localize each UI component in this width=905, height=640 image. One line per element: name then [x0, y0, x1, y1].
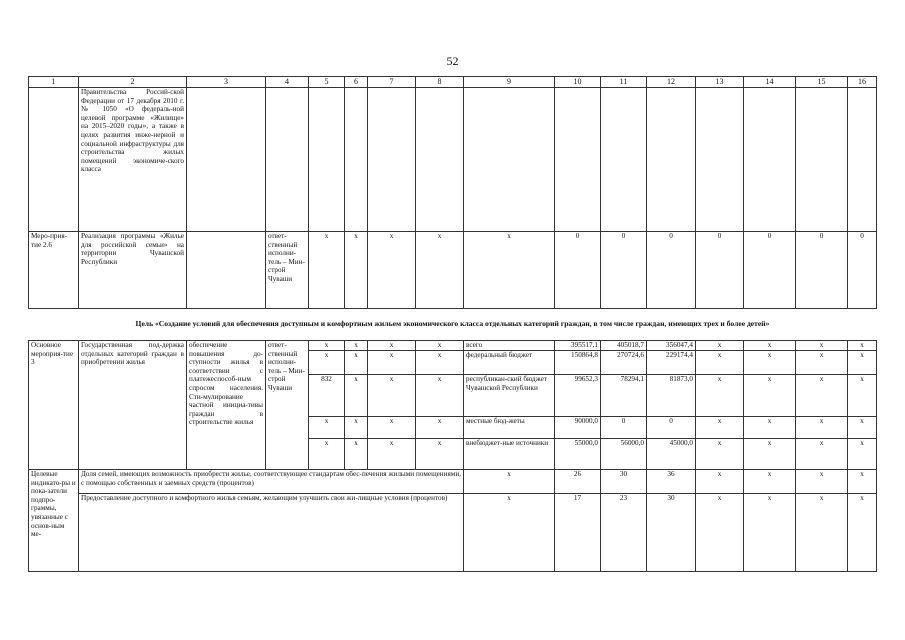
table-cell [187, 88, 266, 232]
table-cell: x [696, 494, 744, 572]
table-cell: Доля семей, имеющих возможность приобрести жилье, соответствующее стандартам обес-печения жилыми помещениями, с помощью собственных и заемных средств (процентов) [79, 470, 464, 494]
table-cell: 229174,4 [647, 351, 696, 375]
table-cell: республикан-ский бюджет Чувашской Республики [464, 375, 555, 417]
table-cell: x [464, 470, 555, 494]
table-cell: 81873,0 [647, 375, 696, 417]
table-cell: x [416, 439, 464, 470]
table-cell: 405018,7 [601, 341, 647, 351]
table-cell: x [848, 494, 877, 572]
header-cell: 6 [345, 77, 368, 88]
table-cell: x [696, 470, 744, 494]
table-cell: 0 [601, 417, 647, 439]
table-cell: x [744, 494, 796, 572]
table-cell: x [796, 494, 848, 572]
table-cell: ответ-ственный исполни-тель – Мин-строй Чуваши [266, 232, 309, 309]
table-cell: ответ-ственный исполни-тель – Мин-строй Чуваши [266, 341, 309, 470]
header-cell: 10 [555, 77, 601, 88]
table-cell: x [345, 439, 368, 470]
table-cell: 0 [647, 232, 696, 309]
table-cell: x [368, 439, 416, 470]
table-cell: x [744, 417, 796, 439]
table-cell: x [309, 417, 345, 439]
table-cell: Меро-прия-тие 2.6 [29, 232, 79, 309]
main-table [28, 340, 877, 572]
table-cell [796, 88, 848, 232]
top-table [28, 76, 877, 309]
table-cell [647, 88, 696, 232]
table-cell: x [744, 439, 796, 470]
table-cell: внебюджет-ные источники [464, 439, 555, 470]
table-cell: x [848, 470, 877, 494]
table-cell: Правительства Россий-ской Федерации от 17 декабря 2010 г. № 1050 «О федераль-ной целевой программе «Жилище» на 2015–2020 годы», а также в целях развития инже-нерной и социальной инфраструктуры для строительства жилых помещений экономиче-ского класса [79, 88, 187, 232]
table-cell: 55000,0 [555, 439, 601, 470]
table-cell: 78294,1 [601, 375, 647, 417]
table-cell: x [696, 375, 744, 417]
table-cell [464, 88, 555, 232]
table-cell: x [796, 439, 848, 470]
table-cell: x [744, 351, 796, 375]
table-cell: x [696, 417, 744, 439]
table-cell: 23 [601, 494, 647, 572]
table-cell: x [345, 232, 368, 309]
table-cell: x [848, 341, 877, 351]
table-cell: x [848, 439, 877, 470]
table-cell: x [796, 470, 848, 494]
table-cell: 0 [744, 232, 796, 309]
table-cell [416, 88, 464, 232]
table-cell: федеральный бюджет [464, 351, 555, 375]
table-cell: x [796, 375, 848, 417]
table-cell: 395517,1 [555, 341, 601, 351]
table-cell: x [464, 494, 555, 572]
table-cell: x [345, 417, 368, 439]
table-cell: x [368, 341, 416, 351]
table-row [29, 470, 877, 494]
table-cell: x [416, 341, 464, 351]
table-cell: 0 [647, 417, 696, 439]
table-cell: 0 [696, 232, 744, 309]
table-cell: x [368, 417, 416, 439]
table-cell: x [696, 439, 744, 470]
table-cell: 30 [647, 494, 696, 572]
table-cell: 17 [555, 494, 601, 572]
table-cell [29, 88, 79, 232]
table-cell: x [309, 351, 345, 375]
table-cell [601, 88, 647, 232]
header-cell: 11 [601, 77, 647, 88]
table-cell: обеспечение повышения до-ступности жилья в соответствии с платежеспособ-ным спросом населения. Сти-мулирование частной инициа-тивы граждан в строительстве жилья [187, 341, 266, 470]
table-row [29, 494, 877, 572]
table-cell: x [848, 417, 877, 439]
table-row [29, 341, 877, 351]
table-cell [309, 88, 345, 232]
table-cell: всего [464, 341, 555, 351]
table-cell: x [744, 375, 796, 417]
table-cell: 56000,0 [601, 439, 647, 470]
table-cell [848, 88, 877, 232]
table-cell: 99652,3 [555, 375, 601, 417]
table-cell: x [309, 232, 345, 309]
header-cell: 16 [848, 77, 877, 88]
table-cell: 356047,4 [647, 341, 696, 351]
header-row [29, 77, 877, 88]
table-cell: x [848, 351, 877, 375]
header-cell: 7 [368, 77, 416, 88]
table-cell: x [696, 351, 744, 375]
header-cell: 1 [29, 77, 79, 88]
table-cell [187, 232, 266, 309]
table-cell: x [309, 341, 345, 351]
table-cell: x [416, 375, 464, 417]
table-cell: x [345, 375, 368, 417]
header-cell: 5 [309, 77, 345, 88]
header-cell: 2 [79, 77, 187, 88]
table-cell: Основное мероприя-тие 3 [29, 341, 79, 470]
table-cell: Реализация программы «Жилье для российской семьи» на территории Чувашской Республики [79, 232, 187, 309]
table-row [29, 88, 877, 232]
table-cell: 30 [601, 470, 647, 494]
table-cell: x [416, 417, 464, 439]
table-cell: x [416, 232, 464, 309]
header-cell: 9 [464, 77, 555, 88]
table-cell [368, 88, 416, 232]
table-cell: Предоставление доступного и комфортного жилья семьям, желающим улучшить свои жи-лищные условия (процентов) [79, 494, 464, 572]
table-cell: Государственная под-держка отдельных категорий граждан в приобретении жилья [79, 341, 187, 470]
table-cell: 0 [601, 232, 647, 309]
table-cell [555, 88, 601, 232]
table-cell [744, 88, 796, 232]
table-cell: 150864,8 [555, 351, 601, 375]
table-cell: x [464, 232, 555, 309]
header-cell: 3 [187, 77, 266, 88]
goal-heading: Цель «Создание условий для обеспечения доступным и комфортным жильем экономического класса отдельных категорий граждан, в том числе граждан, имеющих трех и более детей» [135, 319, 770, 328]
table-cell [696, 88, 744, 232]
table-row [29, 232, 877, 309]
table-cell [345, 88, 368, 232]
table-cell: 36 [647, 470, 696, 494]
table-cell: 0 [796, 232, 848, 309]
table-cell: 45000,0 [647, 439, 696, 470]
table-cell: x [744, 470, 796, 494]
table-cell: x [744, 341, 796, 351]
table-cell: x [796, 341, 848, 351]
table-cell: x [696, 341, 744, 351]
table-cell: x [796, 417, 848, 439]
table-cell: x [345, 341, 368, 351]
table-cell: 26 [555, 470, 601, 494]
table-cell: x [368, 232, 416, 309]
table-cell: x [848, 375, 877, 417]
table-cell: местные бюд-жеты [464, 417, 555, 439]
header-cell: 13 [696, 77, 744, 88]
table-cell: 0 [555, 232, 601, 309]
table-cell: 832 [309, 375, 345, 417]
header-cell: 8 [416, 77, 464, 88]
table-cell: 0 [848, 232, 877, 309]
table-cell: 270724,6 [601, 351, 647, 375]
page-number: 52 [446, 54, 459, 68]
table-cell: x [345, 351, 368, 375]
table-cell: x [416, 351, 464, 375]
header-cell: 15 [796, 77, 848, 88]
table-cell [266, 88, 309, 232]
table-cell: x [368, 375, 416, 417]
table-cell: Целевые индикато-ры и пока-затели подпро-граммы, увязанные с основ-ным ме- [29, 470, 79, 572]
header-cell: 14 [744, 77, 796, 88]
header-cell: 4 [266, 77, 309, 88]
table-cell: 90000,0 [555, 417, 601, 439]
table-cell: x [309, 439, 345, 470]
table-cell: x [368, 351, 416, 375]
table-cell: x [796, 351, 848, 375]
header-cell: 12 [647, 77, 696, 88]
